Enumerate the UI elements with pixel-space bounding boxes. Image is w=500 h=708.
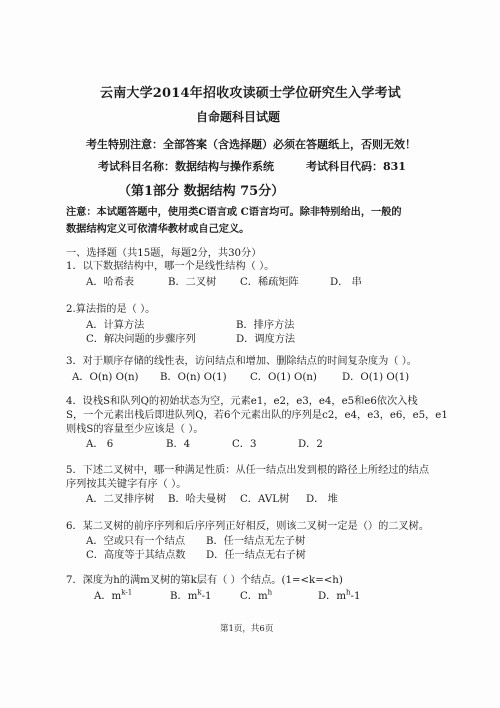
exam-notice: 考生特别注意：全部答案（含选择题）必须在答题纸上，否则无效！ (86, 138, 416, 151)
question-7-option-b-sup: k (197, 588, 202, 597)
question-5-option-b: B．哈夫曼树 (168, 494, 227, 505)
question-3-option-c: C．O(1) O(n) (250, 372, 317, 383)
question-2-option-a: A．计算方法 (86, 320, 145, 331)
question-7-option-d-base: m (336, 591, 347, 602)
question-4-stem-line1: 4．设栈S和队列Q的初始状态为空，元素e1，e2，e3，e4，e5和e6依次入栈 (66, 396, 418, 407)
question-1-option-c: C．稀疏矩阵 (240, 277, 299, 288)
exam-title: 云南大学2014年招收攻读硕士学位研究生入学考试 (100, 86, 401, 101)
question-7-option-a-sup: k-1 (121, 588, 133, 597)
subject-name: 考试科目名称：数据结构与操作系统 (98, 160, 274, 173)
question-7-option-b-base: m (187, 591, 198, 602)
question-7-option-a (94, 587, 132, 602)
question-7-option-d-label: D． (318, 591, 337, 602)
question-1-stem: 1．以下数据结构中，哪一个是线性结构（ ）。 (66, 261, 275, 272)
question-5-stem-line1: 5．下述二叉树中，哪一种满足性质：从任一结点出发到根的路径上所经过的结点 (66, 465, 430, 476)
question-7-stem: 7．深度为h的满m叉树的第k层有（ ）个结点。(1=<k=<h) (66, 575, 343, 586)
question-5-option-a: A．二叉排序树 (86, 494, 155, 505)
question-4-option-b: B．4 (166, 439, 191, 450)
subject-code: 考试科目代码：831 (306, 160, 406, 173)
question-5-option-d: D． 堆 (306, 494, 338, 505)
question-3-option-b: B．O(n) O(1) (160, 372, 227, 383)
question-3-stem: 3．对于顺序存储的线性表，访问结点和增加、删除结点的时间复杂度为（ ）。 (66, 356, 417, 367)
part-note-line1: 注意：本试题答题中，使用类C语言或 C语言均可。除非特别给出，一般的 (66, 206, 402, 218)
question-1-option-a: A．哈希表 (86, 277, 135, 288)
question-2-option-b: B．排序方法 (236, 320, 295, 331)
question-4-stem-line3: 则栈S的容量至少应该是（ ）。 (66, 424, 204, 435)
question-4-stem-line2: S，一个元素出栈后即进队列Q，若6个元素出队的序列是c2，e4，e3，e6，e5，e1 (66, 410, 448, 421)
question-6-stem: 6．某二叉树的前序序列和后序序列正好相反，则该二叉树一定是（）的二叉树。 (66, 521, 430, 532)
question-7-option-c (240, 587, 272, 602)
page-footer: 第1页，共6页 (220, 624, 274, 634)
question-7-option-d-suffix: -1 (350, 591, 361, 602)
question-7-option-a-label: A． (94, 591, 112, 602)
section-title: 一、选择题（共15题，每题2分，共30分） (66, 248, 262, 259)
question-4-option-c: C．3 (232, 439, 257, 450)
question-2-option-c: C．解决问题的步骤序列 (86, 334, 196, 345)
question-6-option-c: C．高度等于其结点数 (86, 550, 186, 561)
question-4-option-a: A． 6 (86, 439, 114, 450)
question-6-option-d: D．任一结点无右子树 (206, 550, 306, 561)
question-5-option-c: C．AVL树 (240, 494, 290, 505)
question-6-option-a: A．空或只有一个结点 (86, 536, 186, 547)
question-7-option-a-base: m (111, 591, 122, 602)
question-7-option-b (170, 587, 212, 602)
question-2-option-d: D．调度方法 (236, 334, 296, 345)
exam-subtitle: 自命题科目试题 (196, 110, 281, 124)
part-title: （第1部分 数据结构 75分） (118, 184, 285, 199)
question-1-option-d: D． 串 (330, 277, 362, 288)
question-4-option-d: D．2 (298, 439, 323, 450)
question-6-option-b: B．任一结点无左子树 (206, 536, 306, 547)
question-3-option-d: D．O(1) O(1) (342, 372, 410, 383)
question-1-option-b: B．二叉树 (168, 277, 217, 288)
question-7-option-c-sup: h (267, 588, 273, 597)
question-7-option-b-label: B． (170, 591, 188, 602)
question-7-option-b-suffix: -1 (201, 591, 212, 602)
part-note-line2: 数据结构定义可依清华教材或自己定义。 (66, 223, 250, 235)
question-7-option-d (318, 587, 360, 602)
question-7-option-c-base: m (257, 591, 268, 602)
question-7-option-c-label: C． (240, 591, 258, 602)
question-3-option-a: A．O(n) O(n) (72, 372, 139, 383)
question-5-stem-line2: 序列按其关键字有序（ ）。 (66, 479, 187, 490)
question-2-stem: 2.算法指的是（ ）。 (66, 304, 156, 315)
question-7-option-d-sup: h (346, 588, 351, 597)
